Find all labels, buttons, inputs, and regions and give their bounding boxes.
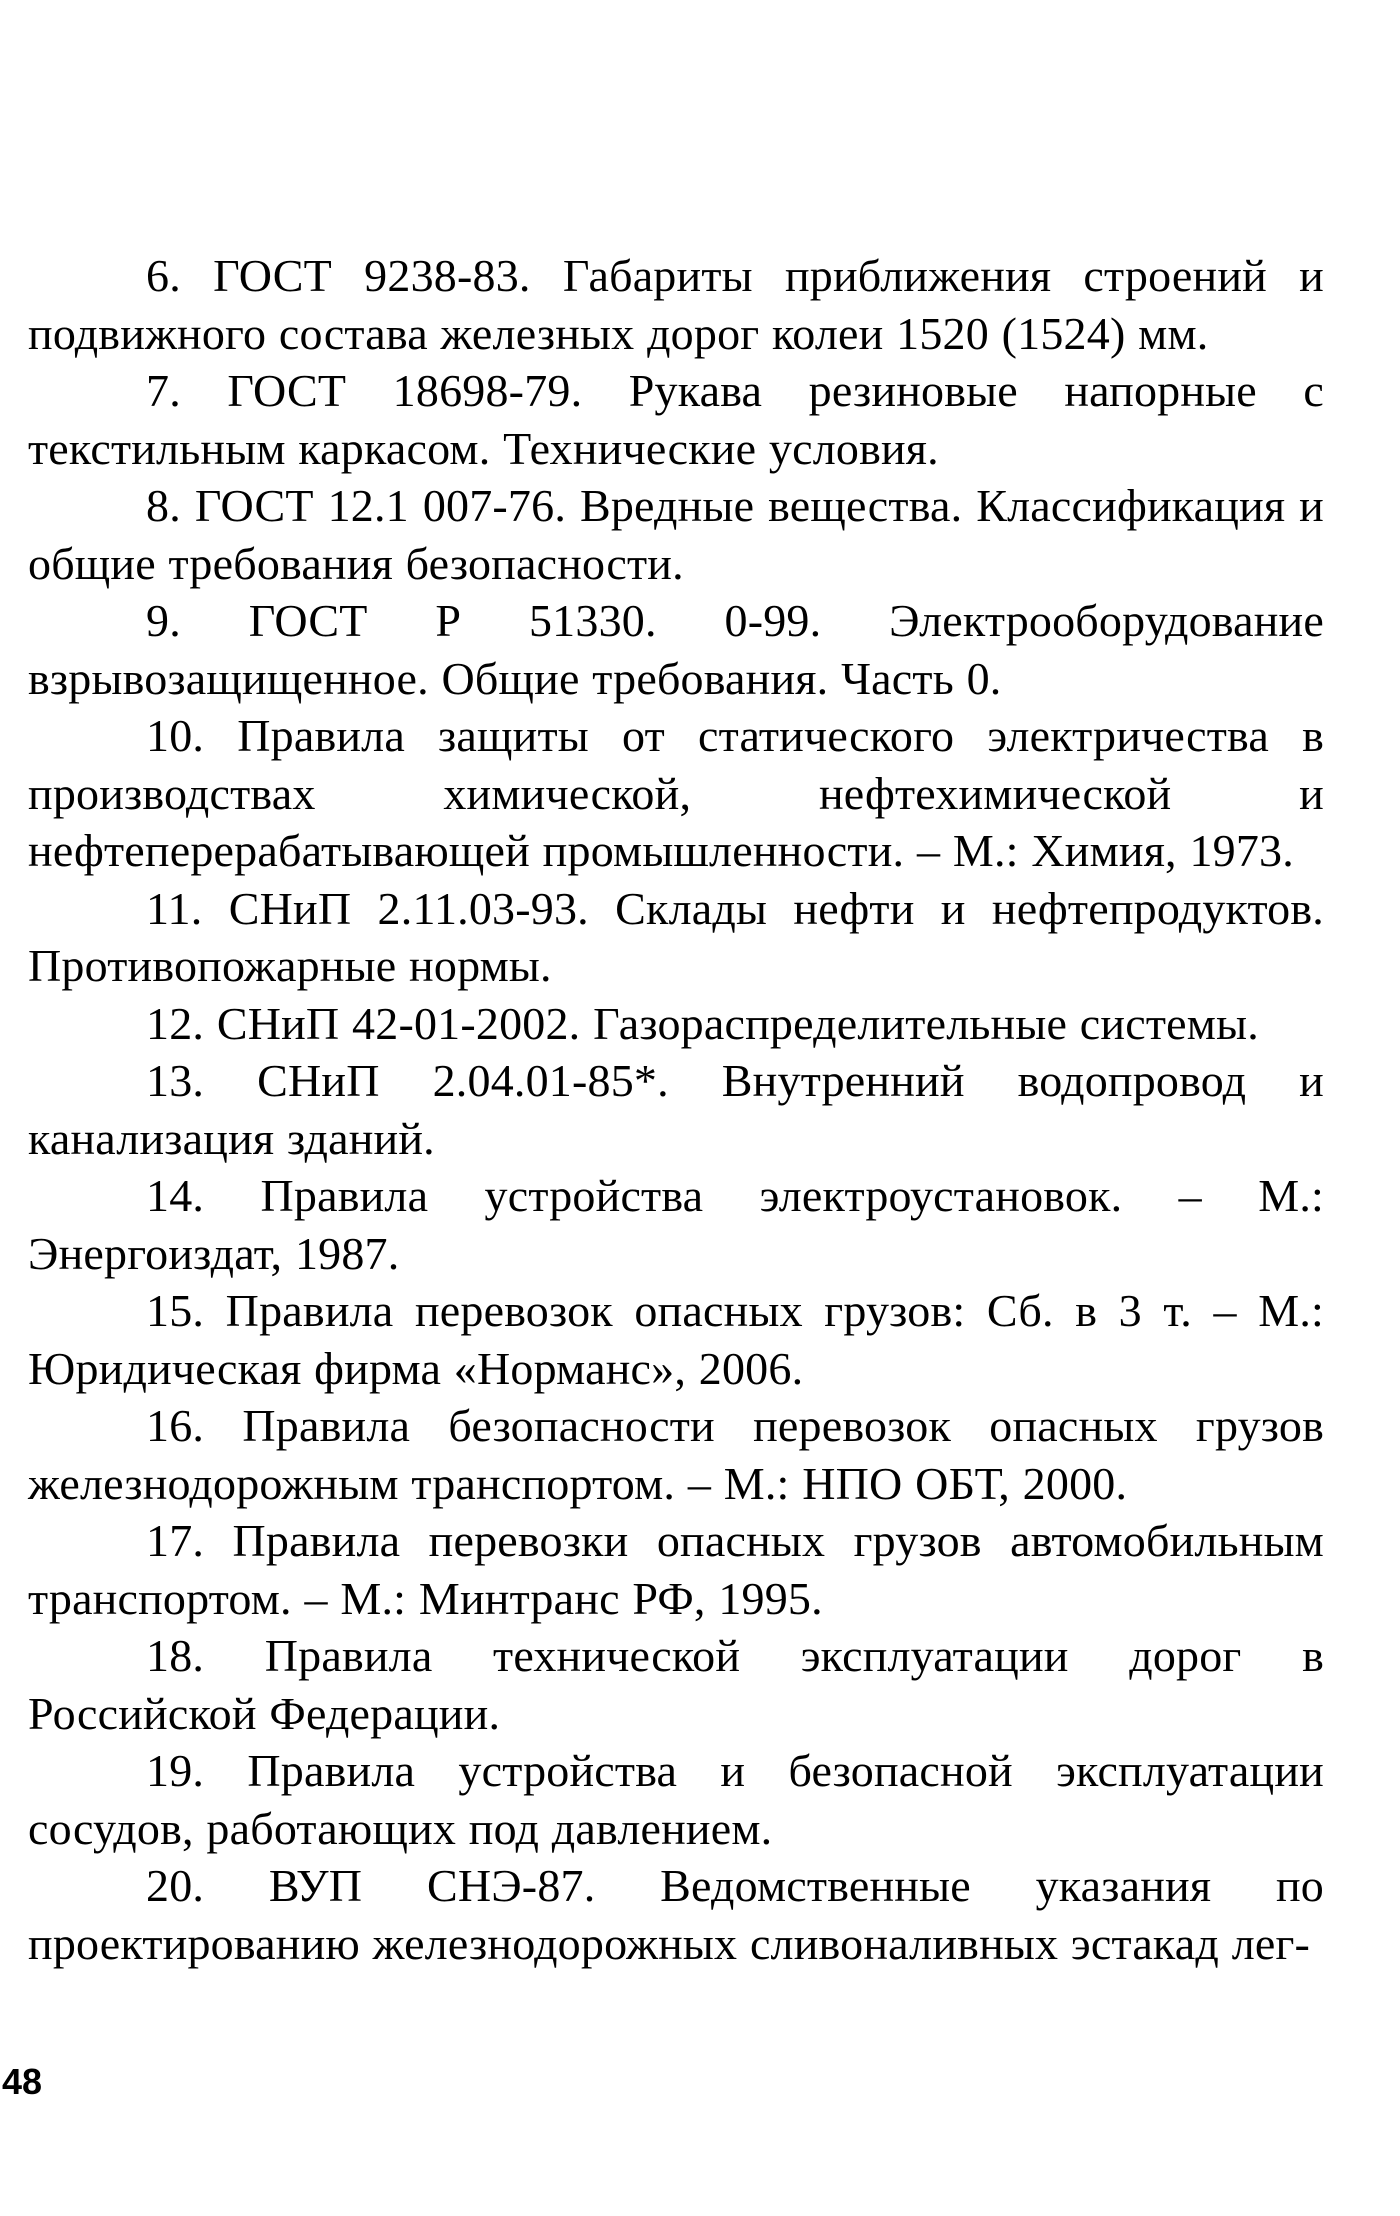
reference-entry-7 [28, 362, 1324, 477]
reference-number: 14. [146, 1170, 205, 1221]
reference-entry-6 [28, 247, 1324, 362]
reference-text: СНиП 2.04.01-85*. Внутренний водопровод и канализация зданий. [28, 1055, 1325, 1164]
reference-text: Правила перевозок опасных грузов: Сб. в 3 т. – М.: Юридическая фирма «Норманс», 2006. [28, 1285, 1325, 1394]
reference-entry-13 [28, 1052, 1324, 1167]
reference-entry-12 [28, 995, 1324, 1053]
reference-number: 18. [146, 1630, 205, 1681]
reference-number: 11. [146, 882, 203, 934]
reference-list [28, 247, 1324, 1972]
reference-entry-15 [28, 1282, 1324, 1397]
reference-entry-10 [28, 707, 1324, 880]
reference-text: СНиП 42-01-2002. Газораспределительные системы. [216, 997, 1259, 1049]
reference-entry-16 [28, 1397, 1324, 1512]
reference-text: Правила устройства электроустановок. – М.: Энергоиздат, 1987. [28, 1170, 1324, 1279]
reference-entry-19 [28, 1742, 1324, 1857]
reference-text: СНиП 2.11.03-93. Склады нефти и нефтепродуктов. Противопожарные нормы. [28, 882, 1325, 991]
reference-number: 10. [146, 710, 205, 761]
reference-text: Правила защиты от статического электричества в производствах химической, нефтехимической и нефтеперерабатывающей промышленности. – М.: Химия, 1973. [28, 710, 1324, 876]
reference-text: ГОСТ Р 51330. 0-99. Электрооборудование взрывозащищенное. Общие требования. Часть 0. [28, 595, 1324, 704]
reference-text: ГОСТ 9238-83. Габариты приближения строений и подвижного состава железных дорог колеи 1520 (1524) мм. [28, 250, 1324, 359]
reference-text: Правила перевозки опасных грузов автомобильным транспортом. – М.: Минтранс РФ, 1995. [28, 1515, 1324, 1624]
reference-entry-8 [28, 477, 1324, 592]
reference-number: 9. [146, 595, 181, 646]
reference-text: ГОСТ 18698-79. Рукава резиновые напорные с текстильным каркасом. Технические условия. [28, 365, 1324, 474]
reference-number: 6. [146, 250, 181, 301]
reference-entry-18 [28, 1627, 1324, 1742]
reference-number: 13. [146, 1055, 205, 1106]
reference-entry-20 [28, 1857, 1324, 1972]
reference-entry-17 [28, 1512, 1324, 1627]
reference-number: 12. [146, 997, 205, 1049]
reference-text: ВУП СНЭ-87. Ведомственные указания по проектированию железнодорожных сливоналивных эстакад лег- [28, 1860, 1324, 1969]
reference-number: 20. [146, 1860, 205, 1911]
reference-entry-14 [28, 1167, 1324, 1282]
reference-number: 17. [146, 1515, 205, 1566]
reference-text: Правила устройства и безопасной эксплуатации сосудов, работающих под давлением. [28, 1745, 1324, 1854]
page-number: 48 [2, 2061, 43, 2102]
reference-entry-9 [28, 592, 1324, 707]
reference-number: 15. [146, 1285, 205, 1336]
reference-text: Правила безопасности перевозок опасных грузов железнодорожным транспортом. – М.: НПО ОБТ, 2000. [28, 1400, 1325, 1509]
reference-text: Правила технической эксплуатации дорог в Российской Федерации. [28, 1630, 1324, 1739]
reference-number: 7. [146, 365, 181, 416]
reference-text: ГОСТ 12.1 007-76. Вредные вещества. Классификация и общие требования безопасности. [28, 480, 1324, 589]
reference-entry-11 [28, 880, 1324, 995]
reference-number: 8. [146, 480, 181, 531]
reference-number: 16. [146, 1400, 205, 1451]
reference-number: 19. [146, 1745, 205, 1796]
